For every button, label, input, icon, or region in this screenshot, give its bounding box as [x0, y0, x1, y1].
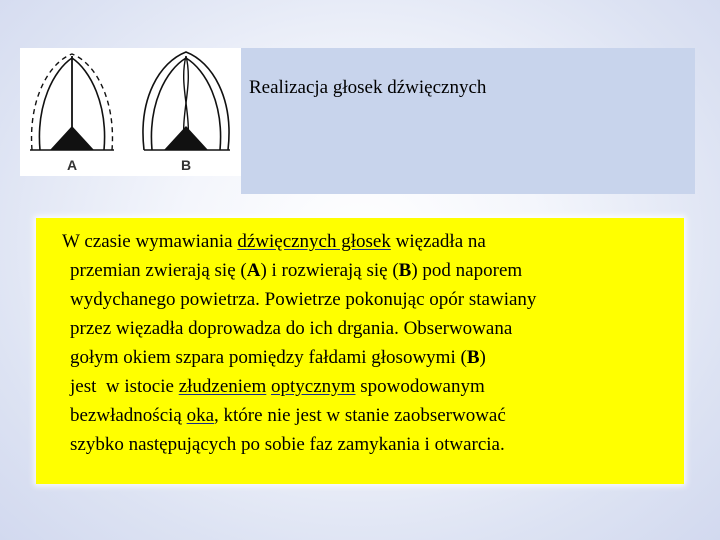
text-segment: jest w istocie	[70, 376, 179, 397]
text-segment: bezwładnością	[70, 405, 187, 426]
title-panel	[241, 48, 695, 194]
vocal-folds-diagram	[20, 48, 241, 176]
link-optycznym[interactable]: optycznym	[271, 376, 356, 397]
body-line-8: szybko następujących po sobie faz zamykania i otwarcia.	[70, 434, 505, 455]
body-line-6	[62, 372, 682, 401]
body-line-2	[62, 256, 682, 285]
body-line-1	[62, 227, 682, 256]
figure-a-closed-folds	[30, 54, 114, 173]
body-text-box	[36, 218, 684, 484]
figure-b-open-folds	[143, 52, 230, 173]
text-segment: ) pod naporem	[411, 260, 523, 281]
body-line-7	[62, 401, 682, 430]
body-line-3: wydychanego powietrza. Powietrze pokonując opór stawiany	[70, 289, 537, 310]
body-paragraph	[62, 227, 682, 459]
vocal-folds-figure	[20, 48, 241, 176]
text-segment: więzadła na	[390, 231, 486, 252]
figure-label-b: B	[180, 157, 192, 173]
slide-title: Realizacja głosek dźwięcznych	[249, 77, 487, 98]
text-segment: przemian zwierają się (	[70, 260, 247, 281]
body-line-4: przez więzadła doprowadza do ich drgania. Obserwowana	[70, 318, 513, 339]
bold-label-b: B	[398, 260, 412, 281]
bold-label-a: A	[246, 260, 261, 281]
link-oka[interactable]: oka	[186, 405, 215, 426]
text-segment: gołym okiem szpara pomiędzy fałdami głosowymi (	[70, 347, 467, 368]
text-segment: spowodowanym	[355, 376, 485, 397]
text-segment: ) i rozwierają się (	[260, 260, 399, 281]
figure-label-a: A	[66, 157, 78, 173]
text-segment: )	[479, 347, 486, 368]
link-dzwiecznych-glosek[interactable]: dźwięcznych głosek	[237, 231, 391, 252]
text-segment: , które nie jest w stanie zaobserwować	[214, 405, 506, 426]
link-zludzeniem[interactable]: złudzeniem	[178, 376, 267, 397]
body-line-5	[62, 343, 682, 372]
text-segment: W czasie wymawiania	[62, 231, 238, 252]
bold-label-b: B	[466, 347, 480, 368]
